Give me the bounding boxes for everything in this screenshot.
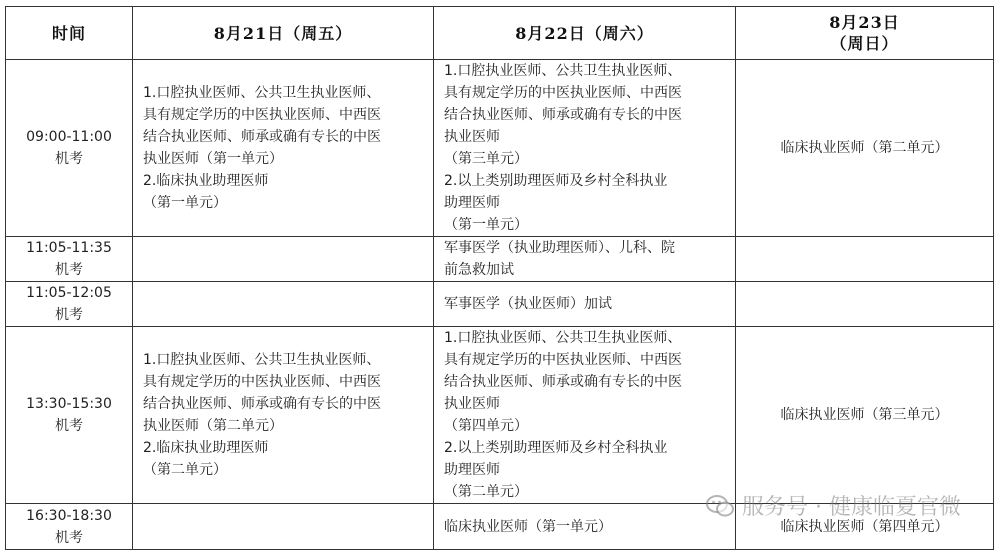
cell-line: （第四单元）	[444, 418, 528, 434]
cell-line: 具有规定学历的中医执业医师、中西医	[143, 374, 381, 390]
header-day3	[736, 7, 994, 60]
day1-cell	[133, 327, 434, 504]
day2-cell	[434, 504, 736, 550]
cell-line: 2.临床执业助理医师	[143, 173, 269, 189]
cell-line: （第一单元）	[444, 217, 528, 233]
day2-cell	[434, 237, 736, 282]
cell-line: 1.口腔执业医师、公共卫生执业医师、	[444, 330, 682, 346]
cell-line: 助理医师	[444, 195, 500, 211]
time-range: 16:30-18:30	[26, 507, 112, 524]
cell-line: 2.临床执业助理医师	[143, 440, 269, 456]
cell-line: 1.口腔执业医师、公共卫生执业医师、	[444, 63, 682, 79]
time-range: 11:05-12:05	[26, 285, 112, 301]
cell-line: 执业医师（第一单元）	[143, 151, 283, 167]
time-cell	[6, 60, 133, 237]
day3-cell: 临床执业医师（第四单元）	[736, 504, 994, 550]
day1-cell	[133, 60, 434, 237]
exam-mode: 机考	[55, 529, 83, 546]
cell-line: 助理医师	[444, 462, 500, 478]
cell-line: 1.口腔执业医师、公共卫生执业医师、	[143, 352, 381, 368]
cell-line: 具有规定学历的中医执业医师、中西医	[444, 352, 682, 368]
cell-line: 前急救加试	[444, 262, 514, 278]
cell-line: 执业医师（第二单元）	[143, 418, 283, 434]
cell-line: 临床执业医师（第一单元）	[444, 518, 612, 535]
day3-cell	[736, 282, 994, 327]
table-row	[6, 282, 994, 327]
time-cell	[6, 282, 133, 327]
cell-line: 结合执业医师、师承或确有专长的中医	[444, 374, 682, 390]
table-row	[6, 237, 994, 282]
cell-line: 军事医学（执业医师）加试	[444, 296, 612, 312]
exam-mode: 机考	[55, 307, 83, 323]
cell-line: 结合执业医师、师承或确有专长的中医	[143, 129, 381, 145]
header-day3-weekday: （周日）	[830, 34, 899, 53]
cell-line: 具有规定学历的中医执业医师、中西医	[143, 107, 381, 123]
day1-cell	[133, 504, 434, 550]
cell-line: 执业医师	[444, 396, 500, 412]
day3-cell: 临床执业医师（第二单元）	[736, 60, 994, 237]
time-range: 13:30-15:30	[26, 396, 112, 412]
header-day2: 8月22日（周六）	[434, 7, 736, 60]
cell-line: 军事医学（执业助理医师）、儿科、院	[444, 240, 675, 256]
time-range: 11:05-11:35	[26, 240, 112, 256]
day3-cell	[736, 237, 994, 282]
cell-line: 2.以上类别助理医师及乡村全科执业	[444, 173, 668, 189]
day2-cell	[434, 327, 736, 504]
day2-cell	[434, 60, 736, 237]
cell-line: 执业医师	[444, 129, 500, 145]
header-day1: 8月21日（周五）	[133, 7, 434, 60]
header-row	[6, 7, 994, 60]
watermark-text: 服务号 · 健康临夏官微	[742, 495, 961, 520]
cell-line: （第三单元）	[444, 151, 528, 167]
header-time: 时间	[6, 7, 133, 60]
cell-line: 结合执业医师、师承或确有专长的中医	[444, 107, 682, 123]
table-row	[6, 327, 994, 504]
day2-cell	[434, 282, 736, 327]
cell-line: 结合执业医师、师承或确有专长的中医	[143, 396, 381, 412]
time-cell	[6, 237, 133, 282]
day3-cell: 临床执业医师（第三单元）	[736, 327, 994, 504]
exam-mode: 机考	[55, 151, 83, 167]
cell-line: （第一单元）	[143, 195, 227, 211]
header-day3-date: 8月23日	[829, 13, 900, 32]
day1-cell	[133, 282, 434, 327]
exam-schedule-table	[5, 6, 994, 550]
time-range: 09:00-11:00	[26, 129, 112, 145]
day1-cell	[133, 237, 434, 282]
cell-line: （第二单元）	[143, 462, 227, 478]
cell-line: 1.口腔执业医师、公共卫生执业医师、	[143, 85, 381, 101]
table-row	[6, 60, 994, 237]
cell-line: （第二单元）	[444, 484, 528, 500]
table-row	[6, 504, 994, 550]
exam-mode: 机考	[55, 262, 83, 278]
cell-line: 具有规定学历的中医执业医师、中西医	[444, 85, 682, 101]
cell-line: 2.以上类别助理医师及乡村全科执业	[444, 440, 668, 456]
time-cell	[6, 327, 133, 504]
exam-mode: 机考	[55, 418, 83, 434]
time-cell	[6, 504, 133, 550]
